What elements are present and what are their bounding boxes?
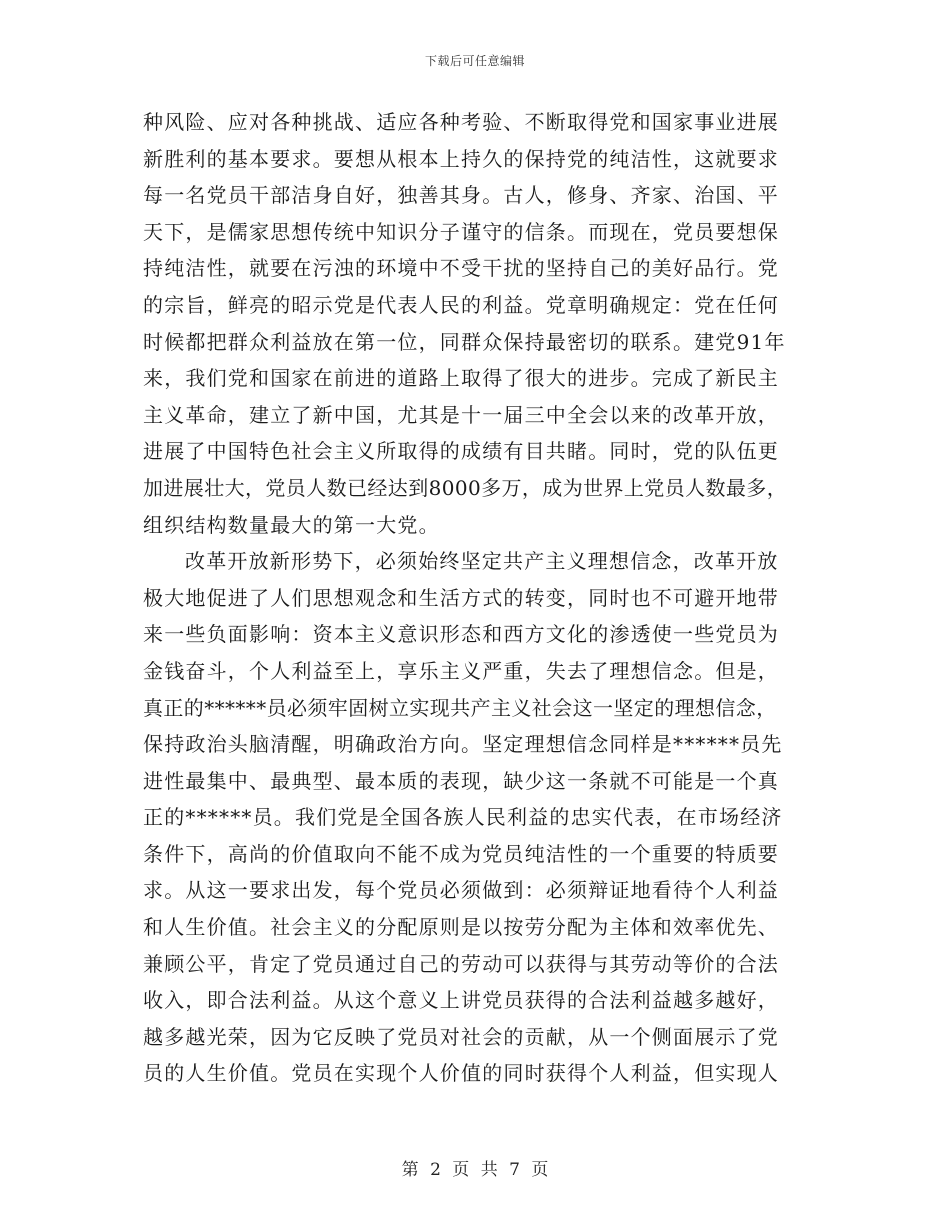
text-line: 组织结构数量最大的第一大党。 bbox=[143, 512, 440, 537]
text-line: 保持政治头脑清醒，明确政治方向。坚定理想信念同样是******员先 bbox=[143, 732, 783, 757]
text-line: 正的******员。我们党是全国各族人民利益的忠实代表，在市场经济 bbox=[143, 805, 783, 830]
text-line: 收入，即合法利益。从这个意义上讲党员获得的合法利益越多越好， bbox=[143, 988, 779, 1013]
text-line: 金钱奋斗，个人利益至上，享乐主义严重，失去了理想信念。但是， bbox=[143, 658, 779, 683]
text-line: 员的人生价值。党员在实现个人价值的同时获得个人利益，但实现人 bbox=[143, 1061, 779, 1086]
text-line: 时候都把群众利益放在第一位，同群众保持最密切的联系。建党91年 bbox=[143, 329, 786, 354]
text-line: 越多越光荣，因为它反映了党员对社会的贡献，从一个侧面展示了党 bbox=[143, 1024, 779, 1049]
page-header-note: 下载后可任意编辑 bbox=[424, 54, 525, 68]
text-line: 兼顾公平，肯定了党员通过自己的劳动可以获得与其劳动等价的合法 bbox=[143, 951, 779, 976]
text-line: 主义革命，建立了新中国，尤其是十一届三中全会以来的改革开放， bbox=[143, 402, 779, 427]
text-line: 求。从这一要求出发，每个党员必须做到：必须辩证地看待个人利益 bbox=[143, 878, 779, 903]
text-line: 和人生价值。社会主义的分配原则是以按劳分配为主体和效率优先、 bbox=[143, 915, 779, 940]
text-line: 改革开放新形势下，必须始终坚定共产主义理想信念，改革开放 bbox=[185, 549, 779, 574]
text-line: 加进展壮大，党员人数已经达到8000多万，成为世界上党员人数最多， bbox=[143, 475, 788, 500]
paragraph-2 bbox=[143, 543, 808, 1092]
text-line: 种风险、应对各种挑战、适应各种考验、不断取得党和国家事业进展 bbox=[143, 110, 779, 134]
text-line: 来一些负面影响：资本主义意识形态和西方文化的渗透使一些党员为 bbox=[143, 622, 779, 647]
text-line: 持纯洁性，就要在污浊的环境中不受干扰的坚持自己的美好品行。党 bbox=[143, 256, 779, 281]
page-number: 第 2 页 共 7 页 bbox=[401, 1160, 549, 1180]
paragraph-1 bbox=[143, 104, 808, 543]
text-line: 进展了中国特色社会主义所取得的成绩有目共睹。同时，党的队伍更 bbox=[143, 439, 779, 464]
document-body bbox=[143, 104, 808, 1092]
text-line: 每一名党员干部洁身自好，独善其身。古人，修身、齐家、治国、平 bbox=[143, 183, 779, 208]
text-line: 天下，是儒家思想传统中知识分子谨守的信条。而现在，党员要想保 bbox=[143, 219, 779, 244]
text-line: 新胜利的基本要求。要想从根本上持久的保持党的纯洁性，这就要求 bbox=[143, 146, 779, 171]
text-line: 进性最集中、最典型、最本质的表现，缺少这一条就不可能是一个真 bbox=[143, 768, 779, 793]
text-line: 真正的******员必须牢固树立实现共产主义社会这一坚定的理想信念， bbox=[143, 695, 777, 720]
text-line: 条件下，高尚的价值取向不能不成为党员纯洁性的一个重要的特质要 bbox=[143, 841, 779, 866]
text-line: 的宗旨，鲜亮的昭示党是代表人民的利益。党章明确规定：党在任何 bbox=[143, 292, 779, 317]
text-line: 极大地促进了人们思想观念和生活方式的转变，同时也不可避开地带 bbox=[143, 585, 779, 610]
text-line: 来，我们党和国家在前进的道路上取得了很大的进步。完成了新民主 bbox=[143, 366, 779, 391]
